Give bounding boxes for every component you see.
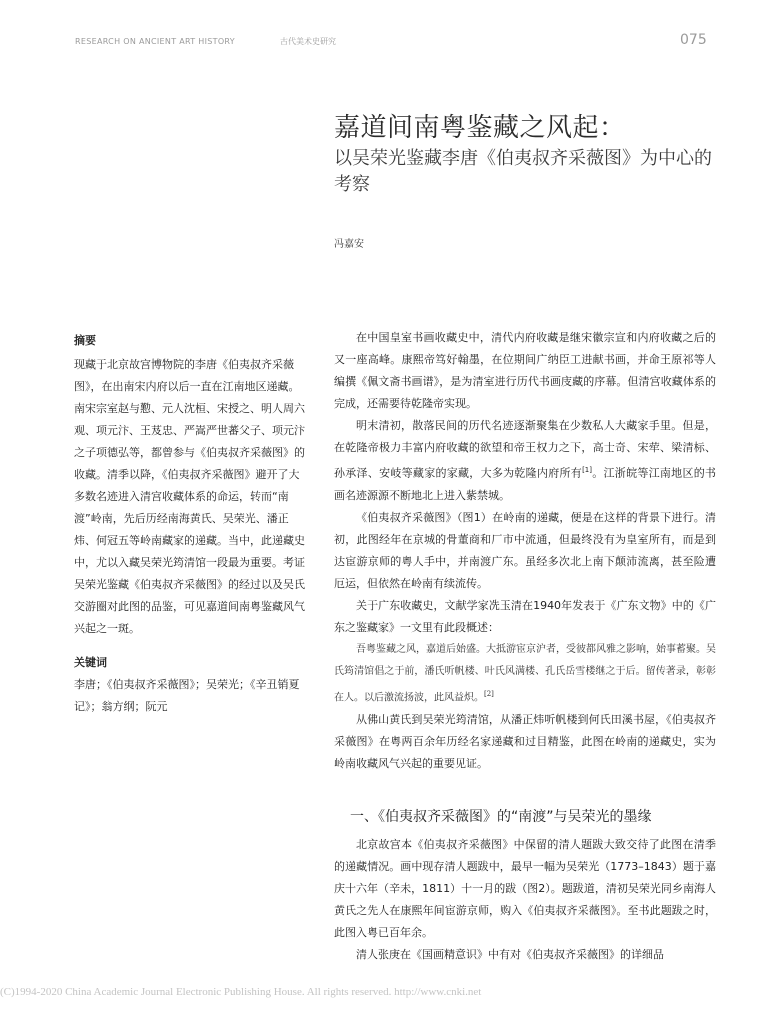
page-number: 075 bbox=[680, 32, 707, 48]
block-quote bbox=[334, 639, 716, 709]
keywords-heading: 关键词 bbox=[74, 656, 107, 669]
body-paragraph: 从佛山黄氏到吴荣光筠清馆，从潘正炜听帆楼到何氏田溪书屋，《伯夷叔齐采薇图》在粤两百余年历经名家递藏和过目精鉴，此图在岭南的递藏史，实为岭南收藏风气兴起的重要见证。 bbox=[334, 712, 716, 770]
body-column-section1 bbox=[334, 834, 716, 966]
abstract-heading: 摘要 bbox=[74, 334, 96, 347]
quote-text: 吾粤鉴藏之风，嘉道后始盛。大抵游宦京沪者，受彼都风雅之影响，始事蓄聚。吴氏筠清馆倡之于前，潘氏听帆楼、叶氏风满楼、孔氏岳雪楼继之于后。留传著录，彰彰在人。以后激流扬波，此风益炽。 bbox=[334, 643, 716, 703]
article-title: 嘉道间南粤鉴藏之风起： bbox=[334, 113, 626, 143]
keywords-text: 李唐；《伯夷叔齐采薇图》；吴荣光；《辛丑销夏记》；翁方纲；阮元 bbox=[74, 678, 300, 713]
footnote-ref[interactable]: [1] bbox=[582, 466, 592, 474]
journal-name-en: RESEARCH ON ANCIENT ART HISTORY bbox=[75, 37, 235, 46]
footnote-ref[interactable]: [2] bbox=[484, 689, 494, 698]
body-paragraph: 《伯夷叔齐采薇图》（图1）在岭南的递藏，便是在这样的背景下进行。清初，此图经年在京城的骨董商和厂市中流通，但最终没有为皇室所有，而是到达宦游京师的粤人手中，并南渡广东。虽经多次北上南下颠沛流离，甚至险遭厄运，但依然在岭南有续流传。 bbox=[334, 510, 716, 590]
journal-name-cn: 古代美术史研究 bbox=[280, 37, 336, 46]
body-text: 明末清初，散落民间的历代名迹逐渐聚集在少数私人大藏家手里。但是，在乾隆帝极力丰富内府收藏的欲望和帝王权力之下，高士奇、宋荦、梁清标、孙承泽、安岐等藏家的家藏，大多为乾隆内府所有 bbox=[334, 419, 716, 480]
article-subtitle: 以吴荣光鉴藏李唐《伯夷叔齐采薇图》为中心的考察 bbox=[334, 148, 712, 195]
body-paragraph: 关于广东收藏史，文献学家冼玉清在1940年发表于《广东文物》中的《广东之鉴藏家》一文里有此段概述： bbox=[334, 598, 716, 634]
body-text: 。江浙皖等江南地区的书画名迹源源不断地北上进入紫禁城。 bbox=[334, 466, 717, 502]
body-paragraph: 在中国皇室书画收藏史中，清代内府收藏是继宋徽宗宣和内府收藏之后的又一座高峰。康熙帝笃好翰墨，在位期间广纳臣工进献书画，并命王原祁等人编撰《佩文斋书画谱》，是为清室进行历代书画庋藏的序幕。但清宫收藏体系的完成，还需要待乾隆帝实现。 bbox=[334, 331, 716, 410]
body-column bbox=[334, 327, 716, 775]
copyright-footer: (C)1994-2020 China Academic Journal Electronic Publishing House. All rights reserved. http://www.cnki.net bbox=[0, 986, 482, 998]
body-paragraph bbox=[334, 415, 716, 507]
author-name: 冯嘉安 bbox=[334, 239, 364, 250]
abstract-text: 现藏于北京故宫博物院的李唐《伯夷叔齐采薇图》，在出南宋内府以后一直在江南地区递藏。南宋宗室赵与懃、元人沈桓、宋授之、明人周六观、项元汴、王芨忠、严嵩严世蕃父子、项元汴之子项德弘等，都曾参与《伯夷叔齐采薇图》的收藏。清季以降，《伯夷叔齐采薇图》避开了大多数名迹进入清宫收藏体系的命运，转而“南渡”岭南，先后历经南海黄氏、吴荣光、潘正炜、何冠五等岭南藏家的递藏。当中，此递藏史中，尤以入藏吴荣光筠清馆一段最为重要。考证吴荣光鉴藏《伯夷叔齐采薇图》的经过以及吴氏交游圈对此图的品鉴，可见嘉道间南粤鉴藏风气兴起之一斑。 bbox=[74, 358, 305, 635]
section-heading: 一、《伯夷叔齐采薇图》的“南渡”与吴荣光的墨缘 bbox=[350, 809, 652, 825]
body-paragraph: 清人张庚在《国画精意识》中有对《伯夷叔齐采薇图》的详细品 bbox=[356, 948, 664, 961]
abstract-column bbox=[74, 330, 306, 718]
body-paragraph: 北京故宫本《伯夷叔齐采薇图》中保留的清人题跋大致交待了此图在清季的递藏情况。画中现存清人题跋中，最早一幅为吴荣光（1773–1843）题于嘉庆十六年（辛未，1811）十一月的跋（图2）。题跋道，清初吴荣光同乡南海人黄氏之先人在康熙年间宦游京师，购入《伯夷叔齐采薇图》。至书此题跋之时，此图入粤已百年余。 bbox=[334, 838, 716, 939]
